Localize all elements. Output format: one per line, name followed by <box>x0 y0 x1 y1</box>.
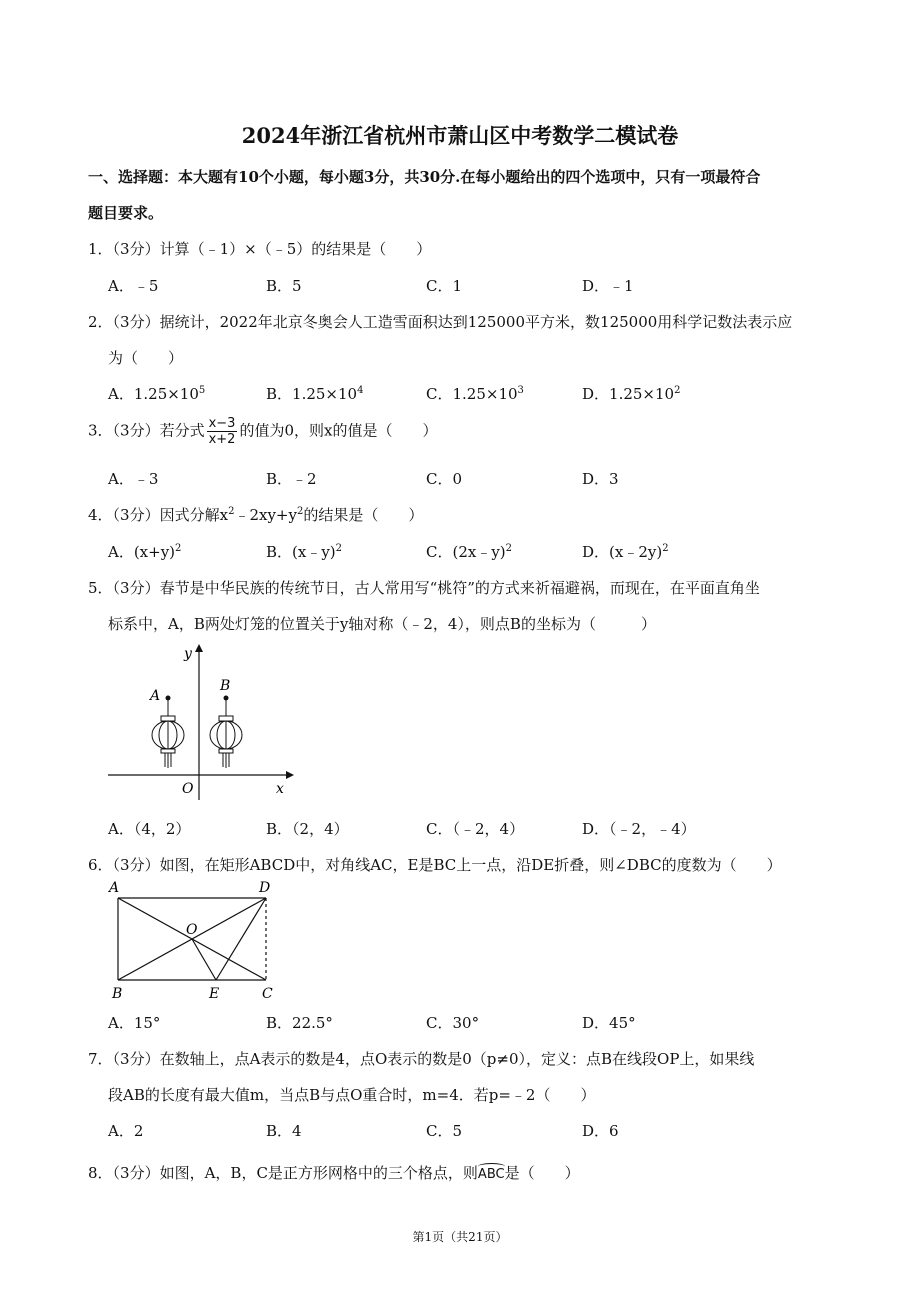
q7-option-b: B．4 <box>266 1122 302 1140</box>
q7-option-d: D．6 <box>582 1122 619 1140</box>
q3-option-a: A．﹣3 <box>108 470 159 488</box>
y-axis-label: y <box>184 646 192 662</box>
question-2-cont: 为（ ） <box>108 349 184 367</box>
q1-option-c: C．1 <box>426 277 463 295</box>
q4-option-c: C．(2x﹣y)$^2$ <box>426 543 513 561</box>
fraction: $\frac{x-3}{x+2}$ <box>208 416 236 447</box>
question-6: 6．（3分）如图，在矩形ABCD中，对角线AC，E是BC上一点，沿DE折叠，则∠DBC的度数为（ ） <box>88 856 782 874</box>
q4-option-b: B．(x﹣y)$^2$ <box>266 543 343 561</box>
vertex-c-label: C <box>262 986 273 1002</box>
x-axis-label: x <box>276 781 284 797</box>
arc-abc: ABC <box>477 1167 505 1182</box>
question-8: 8．（3分）如图，A，B，C是正方形网格中的三个格点，则ABC是（ ） <box>88 1164 580 1182</box>
q6-option-d: D．45° <box>582 1014 636 1032</box>
question-5: 5．（3分）春节是中华民族的传统节日，古人常用写“桃符”的方式来祈福避祸，而现在，在平面直角坐 <box>88 579 760 597</box>
q4-option-a: A．$(x+y)^2$ <box>108 543 182 561</box>
point-a-label: A <box>150 688 161 704</box>
question-1: 1．（3分）计算（﹣1）×（﹣5）的结果是（ ） <box>88 240 432 258</box>
q7-option-a: A．2 <box>108 1122 144 1140</box>
q7-option-c: C．5 <box>426 1122 463 1140</box>
question-7: 7．（3分）在数轴上，点A表示的数是4，点O表示的数是0（p≠0），定义：点B在线段OP上，如果线 <box>88 1050 755 1068</box>
vertex-d-label: D <box>259 880 271 896</box>
page-title: 2024年浙江省杭州市萧山区中考数学二模试卷 <box>241 123 679 148</box>
q2-option-d: D．$1.25\times 10^2$ <box>582 385 681 403</box>
question-5-cont: 标系中，A，B两处灯笼的位置关于y轴对称（﹣2，4），则点B的坐标为（ ） <box>108 615 656 633</box>
vertex-b-label: B <box>112 986 123 1002</box>
lantern-coordinate-figure <box>100 640 300 805</box>
question-4: 4．（3分）因式分解$x^2﹣2xy+y^2$的结果是（ ） <box>88 506 424 524</box>
q3-option-b: B．﹣2 <box>266 470 317 488</box>
section-header: 一、选择题：本大题有10个小题，每小题3分，共30分.在每小题给出的四个选项中，只有一项最符合 <box>88 168 761 186</box>
q1-option-b: B．5 <box>266 277 302 295</box>
q1-option-d: D．﹣1 <box>582 277 634 295</box>
point-e-label: E <box>209 986 220 1002</box>
rectangle-figure <box>104 878 284 1004</box>
origin-label: O <box>182 781 194 797</box>
question-7-cont: 段AB的长度有最大值m，当点B与点O重合时，m=4．若p=﹣2（ ） <box>108 1086 596 1104</box>
q3-option-c: C．0 <box>426 470 463 488</box>
q3-option-d: D．3 <box>582 470 619 488</box>
lantern-b-icon <box>210 696 242 769</box>
q2-option-a: A．$1.25\times 10^5$ <box>108 385 206 403</box>
q5-option-b: B．（2，4） <box>266 820 349 838</box>
q6-option-a: A．15° <box>108 1014 161 1032</box>
center-o-label: O <box>186 922 198 938</box>
q6-option-c: C．30° <box>426 1014 480 1032</box>
q1-option-a: A．﹣5 <box>108 277 159 295</box>
vertex-a-label: A <box>109 880 120 896</box>
q2-option-b: B．$1.25\times 10^4$ <box>266 385 364 403</box>
q6-option-b: B．22.5° <box>266 1014 333 1032</box>
q4-option-d: D．(x﹣2y)$^2$ <box>582 543 669 561</box>
q5-option-a: A．（4，2） <box>108 820 191 838</box>
point-b-label: B <box>220 678 231 694</box>
lantern-a-icon <box>152 696 184 769</box>
q5-option-c: C．（﹣2，4） <box>426 820 525 838</box>
question-3: 3．（3分）若分式 $\frac{x-3}{x+2}$ 的值为0，则x的值是（ ） <box>88 416 438 447</box>
page-footer: 第1页（共21页） <box>412 1230 508 1244</box>
q5-option-d: D．（﹣2，﹣4） <box>582 820 696 838</box>
q2-option-c: C．$1.25\times 10^3$ <box>426 385 524 403</box>
section-header-cont: 题目要求。 <box>88 204 164 222</box>
question-2: 2．（3分）据统计，2022年北京冬奥会人工造雪面积达到125000平方米，数125000用科学记数法表示应 <box>88 313 793 331</box>
